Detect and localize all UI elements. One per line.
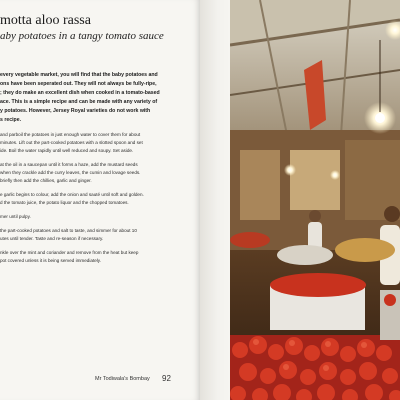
step-line: and parboil the potatoes in just enough water to cover them for about <box>0 132 141 137</box>
method-steps <box>0 131 178 271</box>
step-line: when they crackle add the curry leaves, the cumin and lovage seeds. <box>0 170 141 175</box>
step-line: pot covered unless it is being served immediately. <box>0 258 102 263</box>
step-line: mer until pulpy. <box>0 214 31 219</box>
step-line: briefly then add the chillies, garlic and ginger. <box>0 178 92 183</box>
recipe-subtitle: aby potatoes in a tangy tomato sauce <box>0 30 164 42</box>
market-photo-illustration <box>230 0 400 400</box>
step-line: utes until tender. Taste and re-season if necessary. <box>0 236 104 241</box>
intro-line: ons have been seperated out. They will not always be fully-ripe, <box>0 81 157 87</box>
step-line: at the oil in a saucepan until it forms a haze, add the mustard seeds <box>0 162 138 167</box>
method-step <box>0 161 178 185</box>
running-footer: Mr Todiwala's Bombay <box>95 376 150 382</box>
step-line: nkle over the mint and coriander and remove from the heat but keep <box>0 250 139 255</box>
intro-line: ace. This is a simple recipe and can be made with any variety of <box>0 99 158 105</box>
intro-line: s recipe. <box>0 117 22 123</box>
page-number: 92 <box>162 374 171 383</box>
method-step <box>0 227 178 243</box>
method-step <box>0 131 178 155</box>
intro-line: ; they do make an excellent dish when cooked in a tomato-based <box>0 90 160 96</box>
market-photo <box>230 0 400 400</box>
intro-line: every vegetable market, you will find that the baby potatoes and <box>0 72 158 78</box>
intro-line: y potatoes. However, Jersey Royal varieties do not work with <box>0 108 151 114</box>
recipe-title: motta aloo rassa <box>0 13 91 28</box>
method-step <box>0 191 178 207</box>
method-step <box>0 249 178 265</box>
recipe-intro <box>0 71 178 125</box>
step-line: e garlic begins to colour, add the onion and sauté until soft and golden. <box>0 192 144 197</box>
step-line: ide. Boil the water rapidly until well reduced and soupy. Set aside. <box>0 148 134 153</box>
method-step <box>0 213 178 221</box>
page-gutter <box>200 0 230 400</box>
step-line: minutes. Lift out the part-cooked potatoes with a slotted spoon and set <box>0 140 143 145</box>
step-line: d the tomato juice, the potato liquor and the chopped tomatoes. <box>0 200 129 205</box>
step-line: the part-cooked potatoes and salt to taste, and simmer for about 10 <box>0 228 137 233</box>
